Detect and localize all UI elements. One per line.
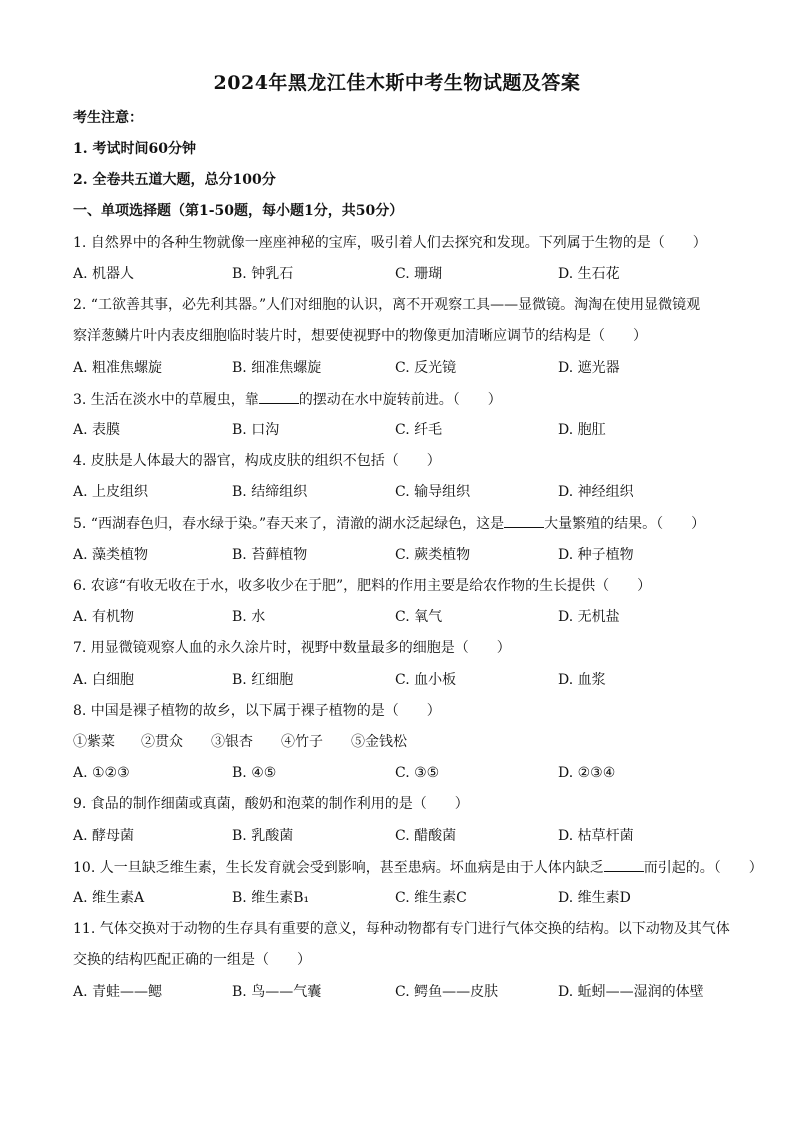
option-b: B. 口沟	[232, 422, 280, 438]
option-c: C. 输导组织	[395, 484, 471, 500]
section-heading: 一、单项选择题（第1-50题，每小题1分，共50分）	[73, 203, 404, 219]
option-d: D. ②③④	[558, 765, 616, 781]
question-stem: 7. 用显微镜观察人血的永久涂片时，视野中数量最多的细胞是（ ）	[73, 640, 511, 656]
question-stem: 5. “西湖春色归，春水绿于染。”春天来了，清澈的湖水泛起绿色，这是 大量繁殖的结果。（ ）	[73, 513, 733, 534]
notice-item: 1. 考试时间60分钟	[73, 141, 196, 157]
option-c: C. 珊瑚	[395, 266, 443, 282]
fill-blank	[504, 513, 544, 528]
option-d: D. 蚯蚓——湿润的体壁	[558, 984, 704, 1000]
question-stem: 9. 食品的制作细菌或真菌，酸奶和泡菜的制作利用的是（ ）	[73, 796, 469, 812]
page-title: 2024年黑龙江佳木斯中考生物试题及答案	[213, 72, 581, 94]
option-c: C. 蕨类植物	[395, 547, 471, 563]
option-c: C. 鳄鱼——皮肤	[395, 984, 499, 1000]
option-a: A. ①②③	[73, 765, 130, 781]
option-d: D. 血浆	[558, 672, 606, 688]
question-stem: 10. 人一旦缺乏维生素，生长发育就会受到影响，甚至患病。坏血病是由于人体内缺乏 而引起的。（ ）	[73, 857, 733, 878]
option-a: A. 有机物	[73, 609, 135, 625]
option-d: D. 枯草杆菌	[558, 828, 634, 844]
option-c: C. 维生素C	[395, 890, 467, 906]
option-d: D. 胞肛	[558, 422, 606, 438]
option-b: B. 鸟——气囊	[232, 984, 322, 1000]
option-a: A. 酵母菌	[73, 828, 135, 844]
option-d: D. 神经组织	[558, 484, 634, 500]
list-item: ③银杏	[211, 734, 253, 750]
option-b: B. 结缔组织	[232, 484, 308, 500]
fill-blank	[259, 389, 299, 404]
option-b: B. 维生素B₁	[232, 890, 310, 906]
option-b: B. 细准焦螺旋	[232, 360, 322, 376]
option-b: B. ④⑤	[232, 765, 277, 781]
option-c: C. 反光镜	[395, 360, 457, 376]
option-c: C. 氧气	[395, 609, 443, 625]
option-b: B. 钟乳石	[232, 266, 294, 282]
option-b: B. 乳酸菌	[232, 828, 294, 844]
option-c: C. 醋酸菌	[395, 828, 457, 844]
option-a: A. 藻类植物	[73, 547, 149, 563]
fill-blank	[604, 857, 644, 872]
option-d: D. 维生素D	[558, 890, 631, 906]
notice-heading: 考生注意：	[73, 110, 143, 126]
option-c: C. ③⑤	[395, 765, 440, 781]
list-item: ⑤金钱松	[351, 734, 407, 750]
option-a: A. 维生素A	[73, 890, 145, 906]
list-item: ④竹子	[281, 734, 323, 750]
question-stem: 察洋葱鳞片叶内表皮细胞临时装片时，想要使视野中的物像更加清晰应调节的结构是（ ）	[73, 328, 647, 344]
option-a: A. 白细胞	[73, 672, 135, 688]
question-stem: 3. 生活在淡水中的草履虫，靠 的摆动在水中旋转前进。（ ）	[73, 389, 733, 410]
question-stem: 8. 中国是裸子植物的故乡，以下属于裸子植物的是（ ）	[73, 703, 441, 719]
question-stem: 4. 皮肤是人体最大的器官，构成皮肤的组织不包括（ ）	[73, 453, 441, 469]
option-d: D. 无机盐	[558, 609, 620, 625]
option-d: D. 遮光器	[558, 360, 620, 376]
option-b: B. 红细胞	[232, 672, 294, 688]
question-stem: 1. 自然界中的各种生物就像一座座神秘的宝库，吸引着人们去探究和发现。下列属于生物的是（ ）	[73, 235, 707, 251]
option-c: C. 纤毛	[395, 422, 443, 438]
option-b: B. 苔藓植物	[232, 547, 308, 563]
option-a: A. 上皮组织	[73, 484, 149, 500]
option-a: A. 青蛙——鳃	[73, 984, 163, 1000]
option-a: A. 机器人	[73, 266, 135, 282]
question-stem: 交换的结构匹配正确的一组是（ ）	[73, 952, 311, 968]
question-stem: 2. “工欲善其事，必先利其器。”人们对细胞的认识，离不开观察工具——显微镜。淘淘在使用显微镜观	[73, 297, 701, 313]
option-d: D. 生石花	[558, 266, 620, 282]
notice-item: 2. 全卷共五道大题，总分100分	[73, 172, 276, 188]
list-item: ②贯众	[141, 734, 183, 750]
option-b: B. 水	[232, 609, 266, 625]
list-item: ①紫菜	[73, 734, 115, 750]
option-d: D. 种子植物	[558, 547, 634, 563]
question-stem: 6. 农谚“有收无收在于水，收多收少在于肥”，肥料的作用主要是给农作物的生长提供（ ）	[73, 578, 652, 594]
option-a: A. 粗准焦螺旋	[73, 360, 163, 376]
option-a: A. 表膜	[73, 422, 121, 438]
question-stem: 11. 气体交换对于动物的生存具有重要的意义，每种动物都有专门进行气体交换的结构。以下动物及其气体	[73, 921, 730, 937]
option-c: C. 血小板	[395, 672, 457, 688]
